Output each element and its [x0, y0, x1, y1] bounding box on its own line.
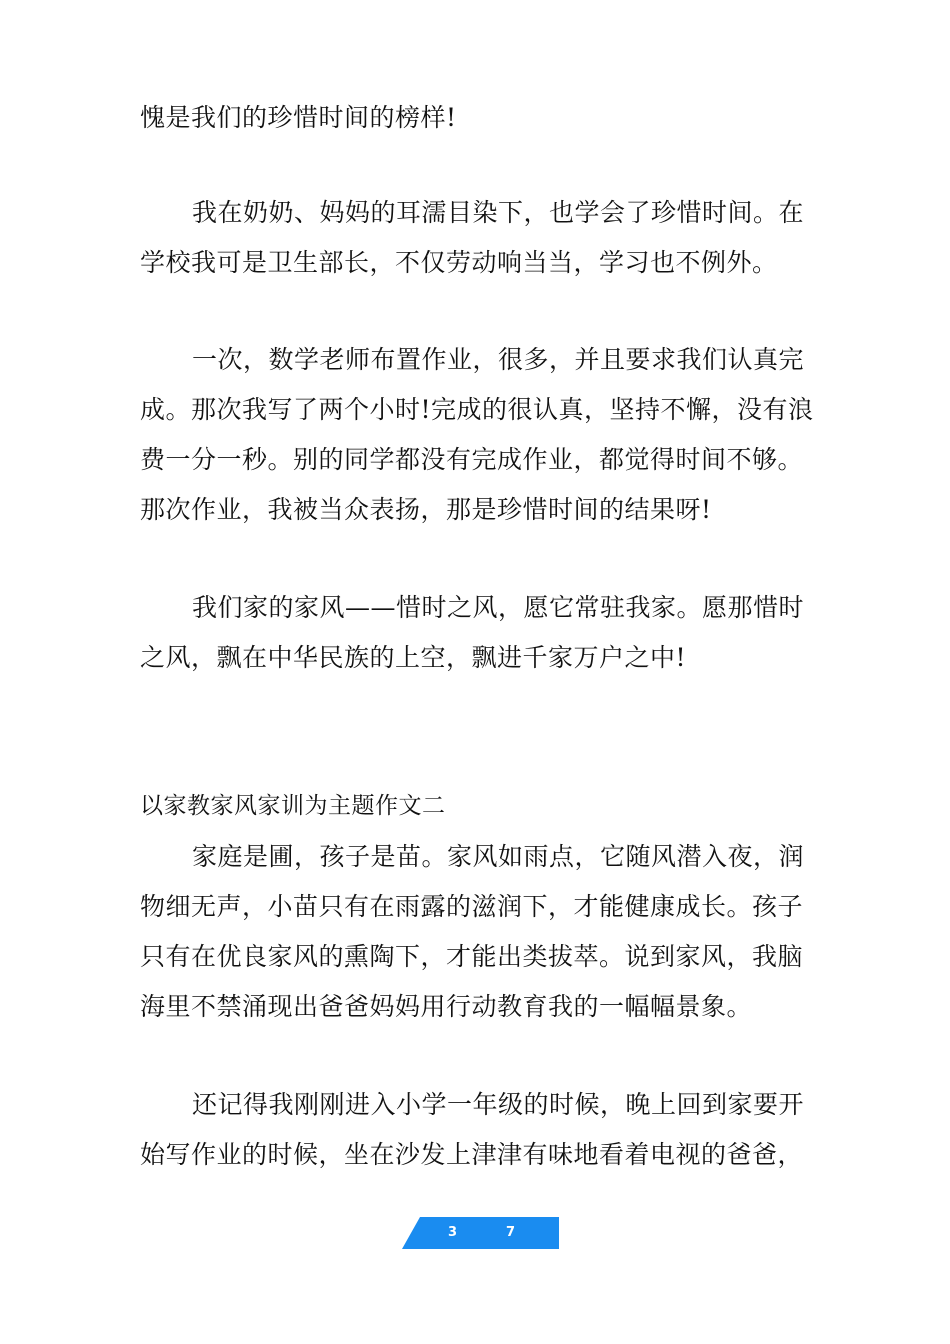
paragraph-line: 之风，飘在中华民族的上空，飘进千家万户之中! [140, 643, 687, 672]
paragraph-4 [140, 583, 820, 683]
paragraph-line: 费一分一秒。别的同学都没有完成作业，都觉得时间不够。 [140, 445, 804, 474]
paragraph-line: 那次作业，我被当众表扬，那是珍惜时间的结果呀! [140, 495, 712, 524]
paragraph-6 [140, 1080, 820, 1180]
paragraph-line: 成。那次我写了两个小时!完成的很认真，坚持不懈，没有浪 [140, 395, 814, 424]
paragraph-2 [140, 188, 820, 288]
page-badge-shape [402, 1217, 559, 1249]
paragraph-line: 一次，数学老师布置作业，很多，并且要求我们认真完 [192, 345, 805, 374]
paragraph-line: 我在奶奶、妈妈的耳濡目染下，也学会了珍惜时间。在 [192, 198, 805, 227]
paragraph-line: 始写作业的时候，坐在沙发上津津有味地看着电视的爸爸， [140, 1140, 804, 1169]
paragraph-line: 我们家的家风——惜时之风，愿它常驻我家。愿那惜时 [192, 593, 805, 622]
paragraph-line: 家庭是圃，孩子是苗。家风如雨点，它随风潜入夜，润 [192, 842, 805, 871]
section-heading: 以家教家风家训为主题作文二 [140, 793, 446, 819]
paragraph-5 [140, 832, 820, 1032]
paragraph-line: 只有在优良家风的熏陶下，才能出类拔萃。说到家风，我脑 [140, 942, 804, 971]
paragraph-1 [140, 93, 820, 143]
paragraph-line: 学校我可是卫生部长，不仅劳动响当当，学习也不例外。 [140, 248, 778, 277]
paragraph-3 [140, 335, 820, 535]
paragraph-line: 还记得我刚刚进入小学一年级的时候，晚上回到家要开 [192, 1090, 805, 1119]
paragraph-line: 愧是我们的珍惜时间的榜样! [140, 103, 457, 132]
paragraph-line: 物细无声，小苗只有在雨露的滋润下，才能健康成长。孩子 [140, 892, 804, 921]
paragraph-line: 海里不禁涌现出爸爸妈妈用行动教育我的一幅幅景象。 [140, 992, 753, 1021]
page-number-badge [402, 1217, 559, 1249]
total-pages-number: 7 [506, 1225, 516, 1240]
current-page-number: 3 [448, 1225, 458, 1240]
